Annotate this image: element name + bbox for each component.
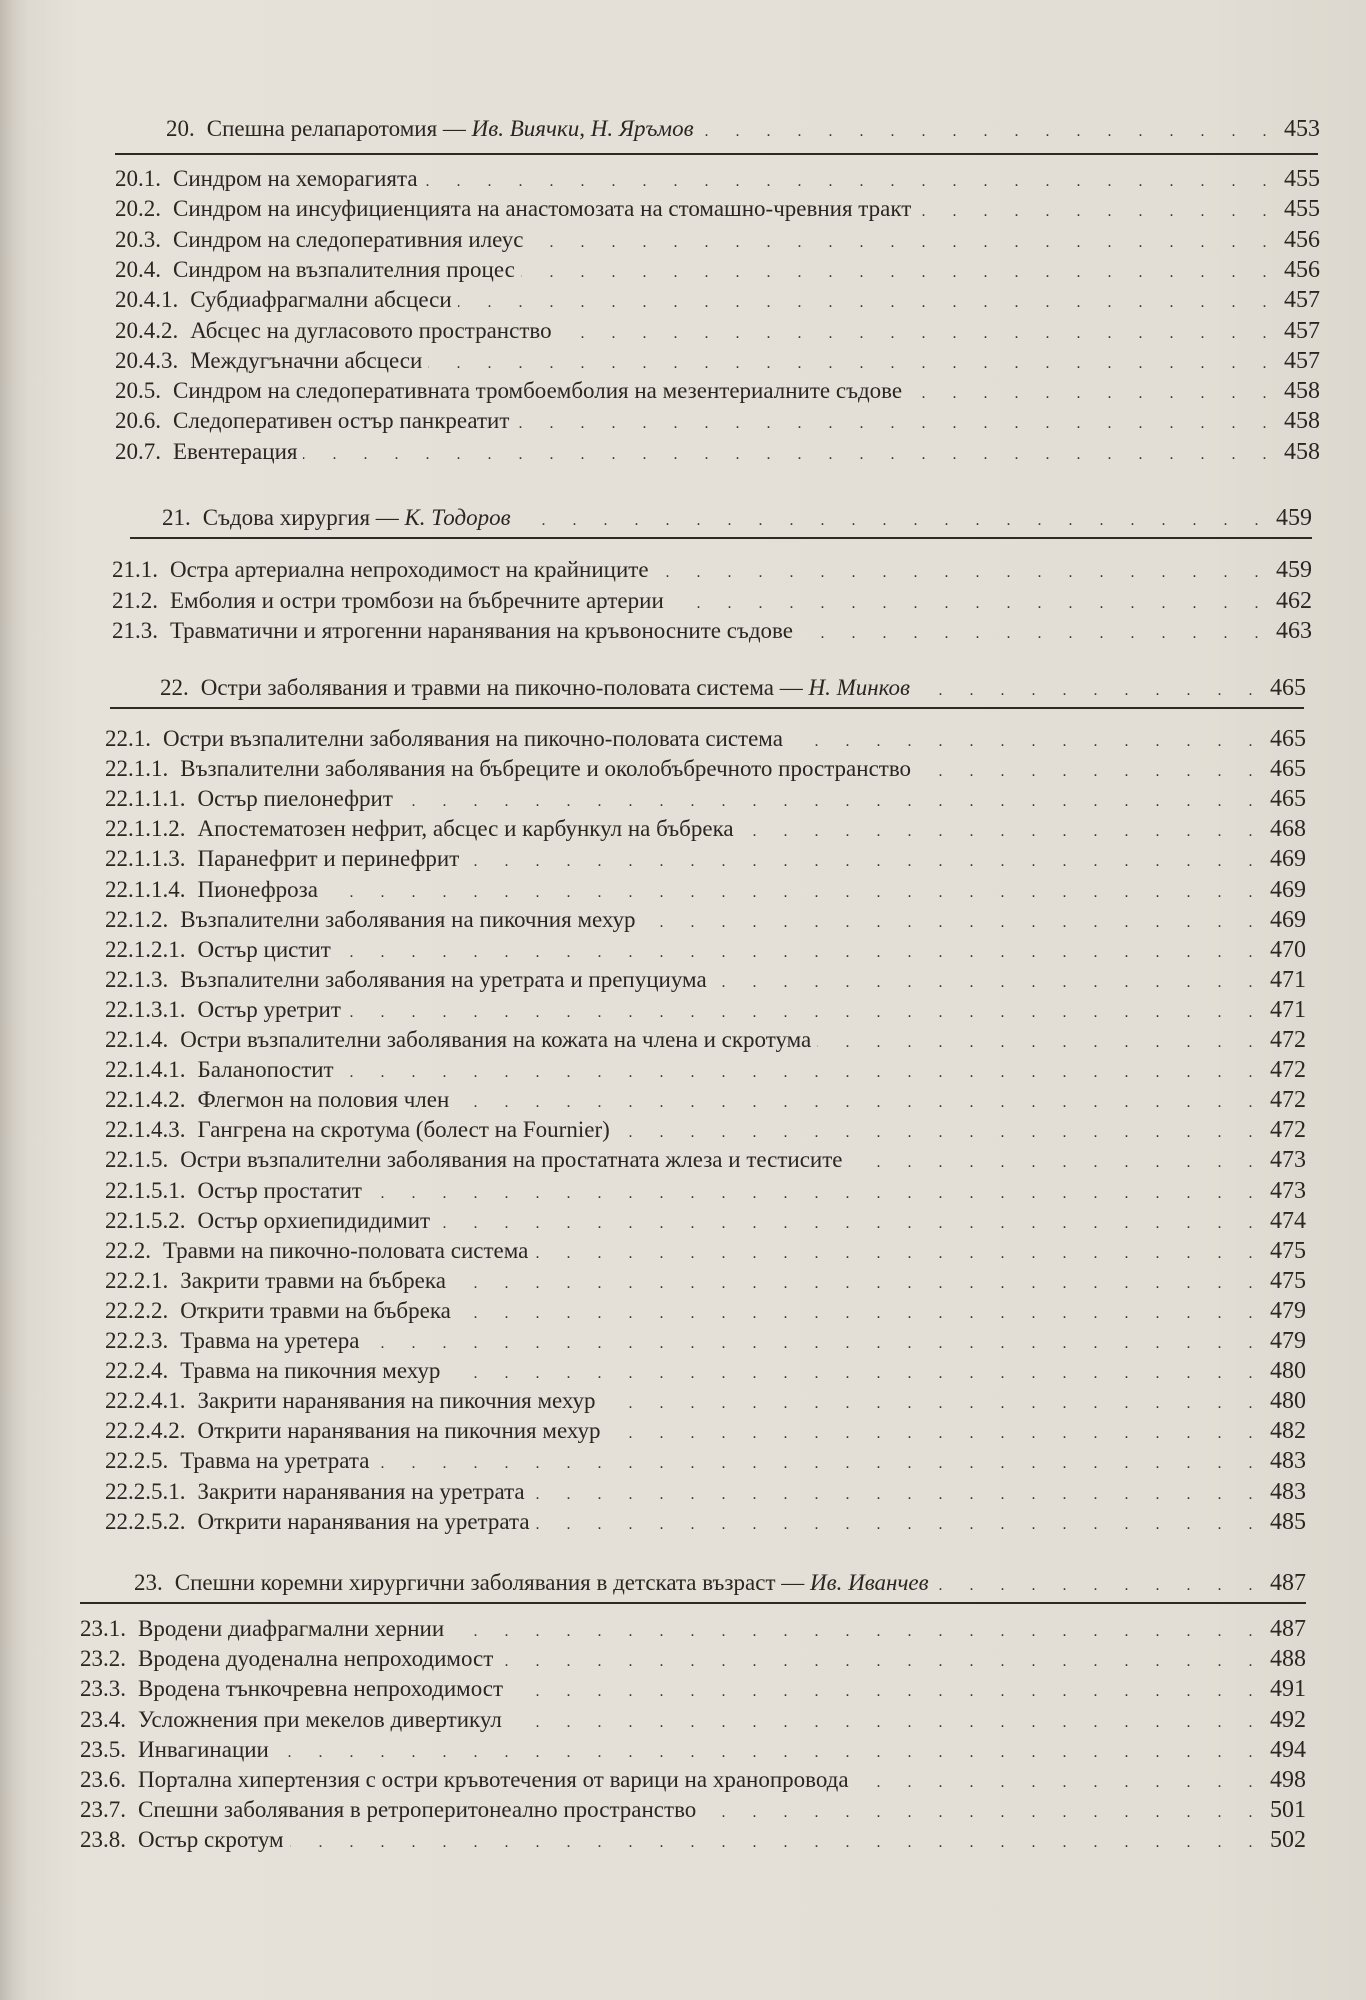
entry-title: Абсцес на дугласовото пространство (190, 317, 552, 343)
entry-title: Остри възпалителни заболявания на пикочно-половата система (163, 726, 783, 751)
entry-number: 22.1.2.1. (105, 936, 186, 962)
dot-leader (558, 325, 1278, 343)
dot-leader (428, 355, 1278, 373)
dot-leader (917, 203, 1278, 221)
toc-entry[interactable] (105, 877, 1306, 904)
toc-entry[interactable] (80, 1737, 1306, 1764)
dot-leader (606, 1425, 1264, 1443)
dot-leader (817, 1034, 1264, 1052)
entry-number: 23.1. (80, 1616, 126, 1641)
chapter-title (201, 675, 910, 701)
chapter-title (175, 1570, 929, 1596)
dot-leader (375, 1455, 1264, 1473)
entry-number: 23.3. (80, 1676, 126, 1702)
entry-title: Флегмон на половия член (197, 1087, 450, 1113)
entry-number: 22.1.1. (105, 756, 169, 782)
entry-title: Синдром на хеморагията (173, 166, 418, 191)
entry-number: 22.1.1.3. (105, 846, 186, 872)
entry-title: Възпалителни заболявания на бъбреците и околобъбречното пространство (180, 756, 912, 782)
entry-title: Травма на уретера (180, 1328, 360, 1353)
dot-leader (702, 1804, 1264, 1822)
entry-page-number: 463 (1276, 618, 1312, 644)
entry-page-number: 480 (1270, 1358, 1306, 1385)
entry-page-number: 494 (1270, 1736, 1306, 1763)
entry-number: 21.2. (112, 587, 158, 613)
toc-entry[interactable] (105, 1238, 1306, 1265)
entry-title: Емболия и остри тромбози на бъбречните артерии (170, 587, 664, 613)
entry-number: 22.1.1.4. (105, 876, 186, 902)
dot-leader (436, 1215, 1264, 1233)
entry-number: 22.1.4.2. (105, 1087, 186, 1113)
dot-leader (908, 385, 1278, 403)
chapter-title (203, 505, 511, 531)
entry-page-number: 472 (1270, 1087, 1306, 1114)
toc-entry[interactable] (115, 348, 1320, 375)
chapter-title-text: Остри заболявания и травми на пикочно-половата система — (200, 675, 809, 700)
entry-number: 22.1.1.1. (105, 786, 186, 812)
entry-page-number: 465 (1270, 726, 1306, 752)
entry-title: Вродена тънкочревна непроходимост (138, 1676, 504, 1702)
entry-title: Следоперативен остър панкреатит (173, 408, 510, 434)
toc-entry[interactable] (112, 618, 1312, 645)
entry-number: 22.2.5.2. (105, 1508, 186, 1534)
toc-entry[interactable] (80, 1616, 1306, 1643)
entry-page-number: 456 (1284, 226, 1320, 253)
chapter-heading[interactable] (162, 505, 1312, 532)
toc-entry[interactable] (115, 408, 1320, 435)
entry-title: Остър простатит (197, 1177, 362, 1203)
dot-leader (458, 294, 1278, 312)
entry-number: 22.1. (105, 726, 151, 751)
entry-page-number: 479 (1270, 1328, 1306, 1354)
dot-leader (855, 1774, 1264, 1792)
entry-title: Травма на уретрата (180, 1448, 370, 1474)
entry-title: Паранефрит и перинефрит (197, 846, 460, 872)
toc-entry[interactable] (115, 287, 1320, 314)
entry-number: 22.1.4.1. (105, 1057, 186, 1083)
dot-leader (517, 512, 1270, 530)
entry-page-number: 475 (1270, 1267, 1306, 1294)
entry-number: 22.1.1.2. (105, 816, 186, 842)
entry-page-number: 471 (1270, 996, 1306, 1023)
entry-number: 23.5. (80, 1736, 126, 1762)
entry-number: 22.2.1. (105, 1267, 169, 1293)
dot-leader (655, 564, 1270, 582)
entry-page-number: 475 (1270, 1237, 1306, 1264)
chapter-heading[interactable] (160, 675, 1306, 702)
chapter-number: 22. (160, 675, 189, 700)
entry-number: 22.1.5.1. (105, 1177, 186, 1203)
entry-page-number: 502 (1270, 1827, 1306, 1854)
entry-page-number: 479 (1270, 1297, 1306, 1324)
entry-number: 21.3. (112, 618, 158, 643)
entry-page-number: 472 (1270, 1057, 1306, 1084)
dot-leader (740, 823, 1264, 841)
entry-title: Евентерация (173, 438, 298, 464)
dot-leader (799, 625, 1270, 643)
entry-title: Травматични и ятрогенни наранявания на кръвоносните съдове (170, 618, 793, 643)
dot-leader (935, 1577, 1264, 1595)
entry-number: 22.1.4. (105, 1027, 169, 1052)
entry-title: Остър цистит (197, 936, 331, 962)
toc-entry[interactable] (80, 1767, 1306, 1794)
toc-entry[interactable] (105, 816, 1306, 843)
entry-number: 22.1.3.1. (105, 996, 186, 1022)
entry-title: Пионефроза (197, 876, 318, 902)
chapter-heading[interactable] (134, 1570, 1306, 1597)
entry-number: 20.4.2. (115, 317, 179, 343)
entry-page-number: 492 (1270, 1706, 1306, 1733)
toc-entry[interactable] (105, 1208, 1306, 1235)
toc-entry[interactable] (115, 439, 1320, 466)
dot-leader (531, 1486, 1264, 1504)
toc-entry[interactable] (105, 907, 1306, 934)
chapter-author: Н. Минков (808, 675, 911, 700)
entry-page-number: 457 (1284, 317, 1320, 344)
dot-leader (616, 1124, 1264, 1142)
entry-number: 23.7. (80, 1797, 126, 1823)
entry-title: Спешни заболявания в ретроперитонеално пространство (138, 1797, 697, 1823)
entry-title: Открити травми на бъбрека (180, 1297, 451, 1323)
chapter-page-number: 487 (1270, 1570, 1306, 1596)
toc-entry[interactable] (105, 1298, 1306, 1325)
entry-page-number: 455 (1284, 196, 1320, 223)
toc-entry[interactable] (80, 1707, 1306, 1734)
toc-entry[interactable] (105, 937, 1306, 964)
entry-number: 20.4.1. (115, 287, 179, 313)
dot-leader (424, 173, 1278, 191)
dot-leader (849, 1154, 1265, 1172)
entry-title: Закрити наранявания на уретрата (197, 1478, 525, 1504)
entry-number: 22.2.2. (105, 1297, 169, 1323)
entry-number: 20.1. (115, 166, 161, 191)
entry-page-number: 501 (1270, 1797, 1306, 1824)
chapter-title-text: Спешна релапаротомия — (206, 116, 472, 141)
chapter-divider (110, 707, 1304, 709)
chapter-title (207, 116, 694, 142)
entry-number: 23.8. (80, 1827, 126, 1853)
entry-page-number: 469 (1270, 876, 1306, 903)
dot-leader (465, 853, 1264, 871)
entry-title: Вродени диафрагмални хернии (138, 1616, 445, 1641)
toc-entry[interactable] (105, 846, 1306, 873)
entry-page-number: 457 (1284, 347, 1320, 374)
book-spine (0, 0, 14, 2000)
toc-entry[interactable] (105, 967, 1306, 994)
entry-page-number: 458 (1284, 378, 1320, 405)
chapter-number: 21. (162, 505, 191, 530)
entry-number: 22.1.2. (105, 906, 169, 932)
entry-number: 22.2.5. (105, 1448, 169, 1474)
dot-leader (452, 1275, 1264, 1293)
entry-title: Остра артериална непроходимост на крайниците (170, 557, 649, 582)
toc-entry[interactable] (105, 756, 1306, 783)
entry-number: 23.4. (80, 1706, 126, 1732)
entry-title: Открити наранявания на уретрата (197, 1508, 530, 1534)
entry-page-number: 472 (1270, 1027, 1306, 1053)
entry-page-number: 459 (1276, 557, 1312, 583)
entry-page-number: 457 (1284, 287, 1320, 314)
toc-entry[interactable] (80, 1827, 1306, 1854)
chapter-page-number: 453 (1284, 116, 1320, 142)
toc-entry[interactable] (105, 1178, 1306, 1205)
entry-number: 22.2. (105, 1237, 151, 1263)
entry-number: 20.2. (115, 196, 161, 222)
toc-entry[interactable] (105, 786, 1306, 813)
entry-page-number: 456 (1284, 256, 1320, 283)
dot-leader (340, 1064, 1264, 1082)
toc-entry[interactable] (105, 1268, 1306, 1295)
entry-number: 23.6. (80, 1767, 126, 1792)
dot-leader (303, 446, 1278, 464)
toc-entry[interactable] (105, 1117, 1306, 1144)
toc-entry[interactable] (105, 1057, 1306, 1084)
entry-number: 20.4. (115, 256, 161, 282)
entry-number: 22.2.4. (105, 1358, 169, 1384)
entry-title: Остри възпалителни заболявания на кожата на члена и скротума (180, 1027, 812, 1052)
entry-page-number: 473 (1270, 1177, 1306, 1204)
entry-page-number: 465 (1270, 756, 1306, 783)
entry-number: 20.5. (115, 378, 161, 404)
dot-leader (917, 763, 1264, 781)
entry-number: 22.1.3. (105, 966, 169, 992)
dot-leader (642, 914, 1264, 932)
dot-leader (499, 1653, 1264, 1671)
dot-leader (365, 1335, 1264, 1353)
dot-leader (530, 234, 1278, 252)
entry-number: 22.1.5. (105, 1147, 169, 1173)
entry-title: Вродена дуоденална непроходимост (138, 1646, 494, 1672)
toc-entry[interactable] (105, 997, 1306, 1024)
dot-leader (368, 1185, 1264, 1203)
entry-title: Междугъначни абсцеси (190, 347, 423, 373)
toc-entry[interactable] (105, 1388, 1306, 1415)
toc-entry[interactable] (115, 196, 1320, 223)
entry-page-number: 468 (1270, 816, 1306, 843)
dot-leader (290, 1834, 1264, 1852)
toc-entry[interactable] (105, 1328, 1306, 1355)
entry-page-number: 491 (1270, 1676, 1306, 1703)
dot-leader (337, 944, 1264, 962)
dot-leader (446, 1365, 1264, 1383)
toc-entry[interactable] (115, 166, 1320, 193)
toc-entry[interactable] (105, 1509, 1306, 1536)
dot-leader (515, 415, 1278, 433)
entry-title: Остър уретрит (197, 996, 341, 1022)
toc-entry[interactable] (112, 557, 1312, 584)
dot-leader (789, 733, 1264, 751)
toc-entry[interactable] (105, 1448, 1306, 1475)
entry-page-number: 483 (1270, 1478, 1306, 1505)
toc-entry[interactable] (112, 588, 1312, 615)
entry-title: Закрити наранявания на пикочния мехур (197, 1388, 596, 1414)
entry-number: 20.3. (115, 226, 161, 252)
dot-leader (455, 1094, 1264, 1112)
entry-page-number: 470 (1270, 936, 1306, 963)
entry-number: 21.1. (112, 557, 158, 582)
entry-page-number: 473 (1270, 1147, 1306, 1174)
dot-leader (347, 1004, 1264, 1022)
entry-number: 22.2.4.1. (105, 1388, 186, 1414)
entry-title: Закрити травми на бъбрека (180, 1267, 446, 1293)
entry-title: Синдром на следоперативния илеус (173, 226, 524, 252)
entry-title: Портална хипертензия с остри кръвотечения от варици на хранопровода (138, 1767, 849, 1792)
entry-number: 22.1.4.3. (105, 1117, 186, 1143)
toc-entry[interactable] (105, 1147, 1306, 1174)
entry-title: Възпалителни заболявания на уретрата и препуциума (180, 966, 707, 992)
chapter-number: 23. (134, 1570, 163, 1595)
entry-title: Субдиафрагмални абсцеси (190, 287, 452, 313)
entry-page-number: 462 (1276, 587, 1312, 614)
entry-page-number: 498 (1270, 1767, 1306, 1793)
dot-leader (536, 1516, 1264, 1534)
chapter-divider (80, 1602, 1306, 1604)
entry-title: Синдром на следоперативната тромбоемболия на мезентериалните съдове (173, 378, 903, 404)
entry-title: Травми на пикочно-половата система (163, 1237, 529, 1263)
dot-leader (521, 264, 1278, 282)
entry-number: 20.7. (115, 438, 161, 464)
entry-title: Синдром на инсуфициенцията на анастомозата на стомашно-чревния тракт (173, 196, 912, 222)
toc-entry[interactable] (115, 227, 1320, 254)
toc-entry[interactable] (105, 1358, 1306, 1385)
entry-title: Баланопостит (197, 1057, 334, 1083)
entry-page-number: 471 (1270, 966, 1306, 993)
entry-page-number: 485 (1270, 1508, 1306, 1535)
entry-title: Апостематозен нефрит, абсцес и карбункул на бъбрека (197, 816, 734, 842)
dot-leader (602, 1395, 1264, 1413)
toc-entry[interactable] (80, 1676, 1306, 1703)
chapter-author: Ив. Виячки, Н. Яръмов (471, 116, 694, 141)
entry-title: Синдром на възпалителния процес (173, 256, 515, 282)
dot-leader (670, 595, 1270, 613)
entry-page-number: 458 (1284, 408, 1320, 435)
entry-page-number: 458 (1284, 438, 1320, 465)
toc-entry[interactable] (80, 1797, 1306, 1824)
chapter-title-text: Съдова хирургия — (202, 505, 405, 530)
entry-number: 23.2. (80, 1646, 126, 1672)
toc-entry[interactable] (115, 257, 1320, 284)
entry-title: Остър орхиепидидимит (197, 1207, 431, 1233)
toc-entry[interactable] (105, 1087, 1306, 1114)
chapter-page-number: 459 (1276, 505, 1312, 531)
entry-title: Травма на пикочния мехур (180, 1358, 441, 1384)
dot-leader (713, 974, 1264, 992)
entry-page-number: 455 (1284, 166, 1320, 192)
toc-entry[interactable] (105, 1027, 1306, 1054)
toc-entry[interactable] (105, 1418, 1306, 1445)
dot-leader (509, 1683, 1264, 1701)
dot-leader (457, 1305, 1264, 1323)
toc-entry[interactable] (80, 1646, 1306, 1673)
dot-leader (534, 1245, 1264, 1263)
entry-title: Възпалителни заболявания на пикочния мехур (180, 906, 636, 932)
chapter-title-text: Спешни коремни хирургични заболявания в детската възраст — (174, 1570, 810, 1595)
dot-leader (450, 1623, 1264, 1641)
entry-number: 22.2.5.1. (105, 1478, 186, 1504)
entry-number: 20.4.3. (115, 347, 179, 373)
entry-page-number: 482 (1270, 1418, 1306, 1445)
entry-title: Остри възпалителни заболявания на простатната жлеза и тестисите (180, 1147, 843, 1173)
entry-title: Инвагинации (138, 1736, 269, 1762)
chapter-divider (115, 153, 1318, 155)
entry-title: Остър пиелонефрит (197, 786, 393, 812)
chapter-author: Ив. Иванчев (810, 1570, 929, 1595)
dot-leader (324, 884, 1264, 902)
toc-entry[interactable] (105, 726, 1306, 753)
entry-page-number: 469 (1270, 846, 1306, 873)
entry-number: 22.2.3. (105, 1328, 169, 1353)
chapter-page-number: 465 (1270, 675, 1306, 701)
entry-page-number: 480 (1270, 1388, 1306, 1415)
entry-page-number: 483 (1270, 1448, 1306, 1475)
dot-leader (700, 123, 1278, 141)
entry-number: 22.1.5.2. (105, 1207, 186, 1233)
entry-page-number: 472 (1270, 1117, 1306, 1144)
chapter-divider (130, 537, 1312, 539)
entry-page-number: 487 (1270, 1616, 1306, 1642)
dot-leader (399, 793, 1264, 811)
dot-leader (275, 1744, 1264, 1762)
entry-title: Открити наранявания на пикочния мехур (197, 1418, 601, 1444)
entry-page-number: 474 (1270, 1207, 1306, 1234)
entry-page-number: 488 (1270, 1646, 1306, 1673)
chapter-number: 20. (166, 116, 195, 141)
entry-title: Остър скротум (138, 1827, 284, 1853)
entry-title: Усложнения при мекелов дивертикул (138, 1706, 502, 1732)
toc-entry[interactable] (105, 1479, 1306, 1506)
chapter-heading[interactable] (166, 116, 1320, 143)
dot-leader (916, 682, 1264, 700)
entry-number: 22.2.4.2. (105, 1418, 186, 1444)
toc-entry[interactable] (115, 378, 1320, 405)
chapter-author: К. Тодоров (404, 505, 511, 530)
entry-page-number: 469 (1270, 906, 1306, 933)
entry-title: Гангрена на скротума (болест на Fournier) (197, 1117, 610, 1143)
entry-number: 20.6. (115, 408, 161, 434)
toc-entry[interactable] (115, 318, 1320, 345)
entry-page-number: 465 (1270, 786, 1306, 813)
dot-leader (508, 1714, 1264, 1732)
